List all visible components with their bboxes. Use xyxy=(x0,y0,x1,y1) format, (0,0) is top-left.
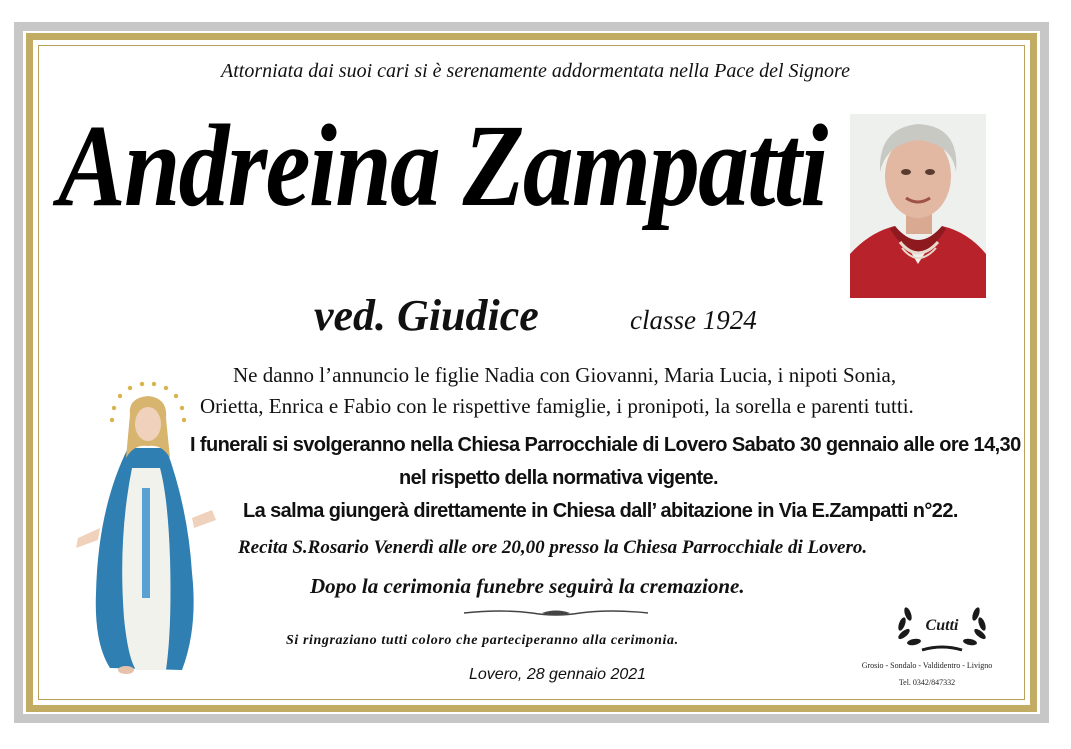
funeral-home-phone: Tel. 0342/847332 xyxy=(898,678,956,687)
cremation-line: Dopo la cerimonia funebre seguirà la cremazione. xyxy=(310,574,745,598)
place-date: Lovero, 28 gennaio 2021 xyxy=(469,666,647,683)
announcement-line-1: Ne danno l’annuncio le figlie Nadia con Giovanni, Maria Lucia, i nipoti Sonia, xyxy=(233,363,897,387)
married-name: ved. Giudice xyxy=(314,291,539,340)
announcement-line-2: Orietta, Enrica e Fabio con le rispettive famiglie, i pronipoti, la sorella e parenti tutti. xyxy=(200,394,914,418)
portrait-photo xyxy=(850,114,986,298)
deceased-name: Andreina Zampatti xyxy=(58,100,827,231)
thanks-line: Si ringraziano tutti coloro che parteciperanno alla cerimonia. xyxy=(286,633,679,648)
rosary-line: Recita S.Rosario Venerdì alle ore 20,00 presso la Chiesa Parrocchiale di Lovero. xyxy=(238,537,868,558)
funeral-home-locations: Grosio - Sondalo - Valdidentro - Livigno xyxy=(861,661,993,670)
logo-text: Cutti xyxy=(925,617,959,634)
birth-class: classe 1924 xyxy=(630,305,757,335)
intro-line: Attorniata dai suoi cari si è serenamente addormentata nella Pace del Signore xyxy=(221,60,850,82)
laurel-logo-icon xyxy=(892,600,992,656)
funeral-line-2: nel rispetto della normativa vigente. xyxy=(399,467,719,489)
divider-ornament xyxy=(462,607,650,619)
funeral-line-3: La salma giungerà direttamente in Chiesa dall’ abitazione in Via E.Zampatti n°22. xyxy=(243,500,958,522)
funeral-line-1: I funerali si svolgeranno nella Chiesa Parrocchiale di Lovero Sabato 30 gennaio alle ore 14,30 xyxy=(190,434,1021,456)
madonna-figure xyxy=(70,378,220,678)
